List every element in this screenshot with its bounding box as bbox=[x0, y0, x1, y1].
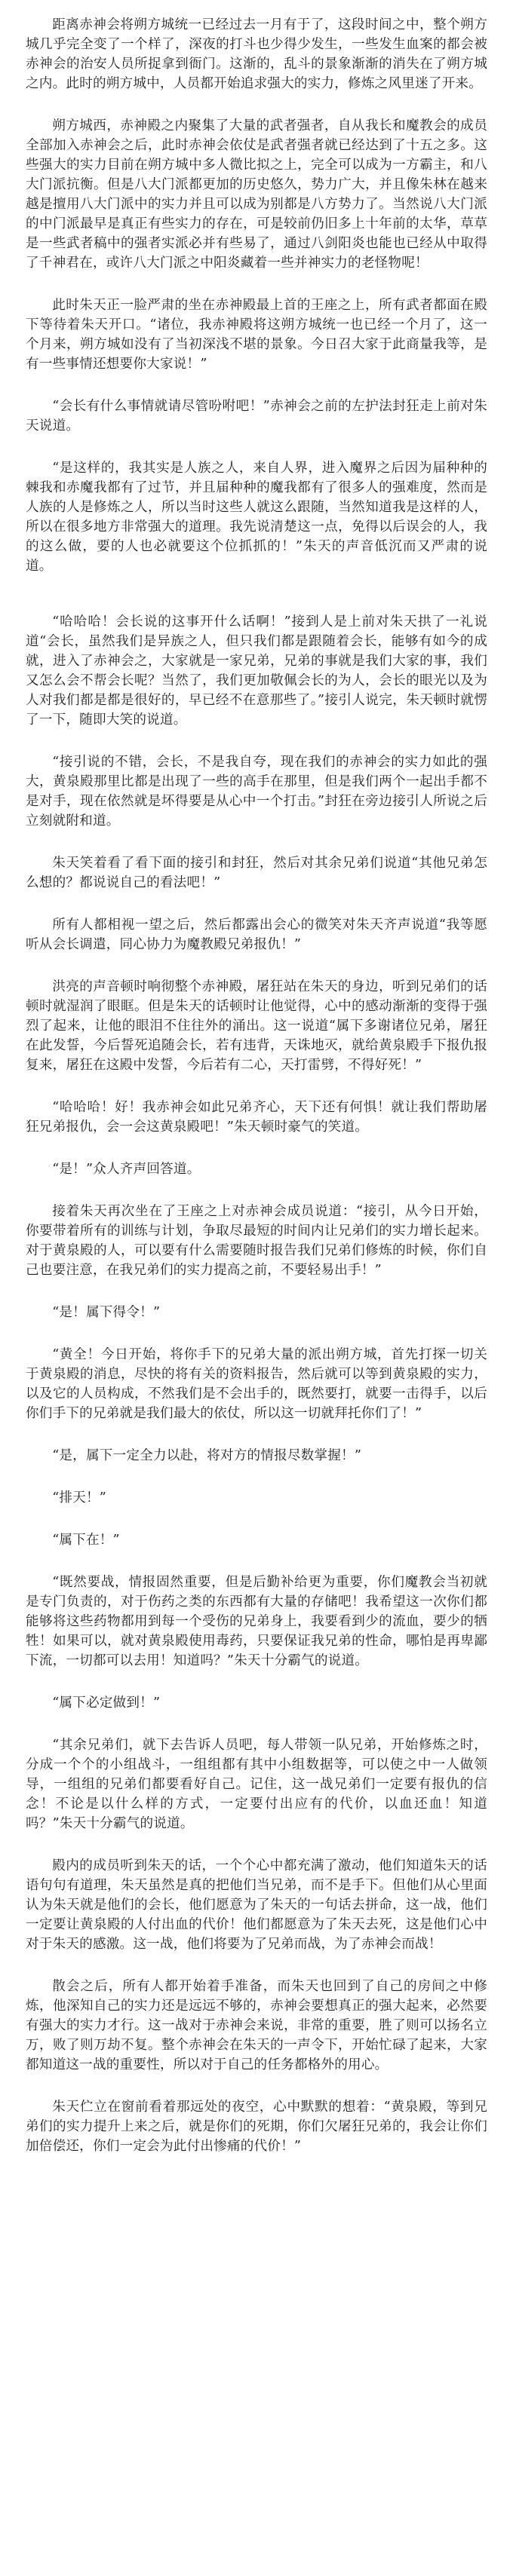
paragraph-gap bbox=[26, 1671, 487, 1693]
paragraph-8: 朱天笑着看了看下面的接引和封狂，然后对其余兄弟们说道“其他兄弟怎么想的？都说说自己的看法吧！” bbox=[26, 856, 487, 890]
paragraph-gap bbox=[26, 1322, 487, 1345]
paragraph-gap bbox=[26, 1833, 487, 1856]
paragraph-gap bbox=[26, 273, 487, 296]
paragraph-gap bbox=[26, 730, 487, 752]
paragraph-gap bbox=[26, 954, 487, 977]
paragraph-gap bbox=[26, 893, 487, 915]
paragraph-15: “黄全！今日开始，将你手下的兄弟大量的派出朔方城，首先打探一切关于黄泉殿的消息，尽快的将有关的资料报告，然后就可以等到黄泉殿的实力，以及它的人员构成，不然我们是不会出手的，既然要打，就要一击得手，以后你们手下的兄弟就是我们最大的依仗，所以这一切就拜托你们了！” bbox=[26, 1347, 487, 1421]
paragraph-gap bbox=[26, 1423, 487, 1446]
paragraph-gap bbox=[26, 1713, 487, 1735]
paragraph-10: 洪亮的声音顿时响彻整个赤神殿，屠狂站在朱天的身边，听到兄弟们的话顿时就湿润了眼眶。但是朱天的话顿时让他觉得，心中的感动渐渐的变得于强烈了起来，让他的眼泪不住往外的涌出。这一说道“属下多谢诸位兄弟，屠狂在此发誓，今后誓死追随会长，若有违背，天诛地灭，就给黄泉殿手下报仇报复来，屠狂在这殿中发誓，今后若有二心，天打雷劈，不得好死！” bbox=[26, 979, 487, 1073]
paragraph-gap bbox=[26, 1508, 487, 1530]
paragraph-18: “属下在！” bbox=[52, 1533, 120, 1548]
paragraph-16: “是，属下一定全力以赴，将对方的情报尽数掌握！” bbox=[52, 1448, 362, 1463]
paragraph-gap bbox=[26, 1075, 487, 1098]
paragraph-gap bbox=[26, 831, 487, 853]
paragraph-gap bbox=[26, 93, 487, 116]
paragraph-17: “排天！” bbox=[52, 1490, 106, 1505]
paragraph-gap bbox=[26, 576, 487, 612]
paragraph-13: 接着朱天再次坐在了王座之上对赤神会成员说道：“接引，从今日开始，你要带着所有的训练与计划，争取尽最短的时间内让兄弟们的实力增长起来。对于黄泉殿的人，可以要有什么需要随时报告我们兄弟们修炼的时候，你们自己也要注意，在我兄弟们的实力提高之前，不要轻易出手！” bbox=[26, 1204, 487, 1278]
paragraph-3: 此时朱天正一脸严肃的坐在赤神殿最上首的王座之上，所有武者都面在殿下等待着朱天开口。“诸位，我赤神殿将这朔方城统一也已经一个月了，这一个月来，朔方城如没有了当初深浅不堪的景象。今日召大家于此商量我等，是有一些事情还想要你大家说！” bbox=[26, 298, 487, 372]
paragraph-11: “哈哈哈！好！我赤神会如此兄弟齐心，天下还有何惧！就让我们帮助屠狂兄弟报仇，会一会这黄泉殿吧！”朱天顿时豪气的笑道。 bbox=[26, 1100, 487, 1135]
paragraph-1: 距离赤神会将朔方城统一已经过去一月有于了，这段时间之中，整个朔方城几乎完全变了一个样了，深夜的打斗也少得少发生，一些发生血案的都会被赤神会的治安人员所捉拿到衙门。这渐的，乱斗的景象渐渐的消失在了朔方城之内。此时的朔方城中，人员都开始追求强大的实力，修炼之风里迷了开来。 bbox=[26, 17, 487, 91]
paragraph-gap bbox=[26, 1280, 487, 1303]
paragraph-20: “属下必定做到！” bbox=[52, 1695, 161, 1711]
paragraph-gap bbox=[26, 2075, 487, 2097]
paragraph-gap bbox=[26, 374, 487, 397]
paragraph-5: “是这样的，我其实是人族之人，来自人界，进入魔界之后因为届种种的棘我和赤魔我都有了过节，并且届种种的魔我都有了很多人的强难度，然而是人族的人是修炼之人，所以当时这些人就这么跟随，当然知道我是这样的人，所以在很多地方非常强大的道理。我先说清楚这一点，免得以后误会的人，我的这么做，要的人也必就要这个位抓抓的！”朱天的声音低沉而又严肃的说道。 bbox=[26, 461, 487, 574]
paragraph-gap bbox=[26, 436, 487, 458]
paragraph-21: “其余兄弟们，就下去告诉人员吧，每人带领一队兄弟，开始修炼之时，分成一个个的小组战斗，一组组都有其中小组数据等，可以使之中一人做领导，一组组的兄弟们都要看好自己。记住，这一战兄弟们一定要有报仇的信念！不论是以什么样的方式，一定要付出应有的代价，以血还血！知道吗？”朱天十分霸气的说道。 bbox=[26, 1738, 487, 1831]
paragraph-gap bbox=[26, 1954, 487, 1977]
paragraph-12: “是！”众人齐声回答道。 bbox=[52, 1162, 201, 1177]
paragraph-gap bbox=[26, 1466, 487, 1488]
paragraph-23: 散会之后，所有人都开始着手准备，而朱天也回到了自己的房间之中修炼，他深知自己的实力还是远远不够的，赤神会要想真正的强大起来，必然要有强大的实力才行。这一战对于赤神会来说，非常的重要，胜了则可以扬名立万，败了则万劫不复。整个赤神会在朱天的一声令下，开始忙碌了起来，大家都知道这一战的重要性，所以对于自己的任务都格外的用心。 bbox=[26, 1979, 487, 2072]
paragraph-22: 殿内的成员听到朱天的话，一个个心中都充满了激动，他们知道朱天的话语句句有道理，朱天虽然是真的把他们当兄弟，而不是手下。但他们从心里面认为朱天就是他们的会长，他们愿意为了朱天的一句话去拼命，这一战，他们一定要让黄泉殿的人付出血的代价！他们都愿意为了朱天去死，这是他们心中对于朱天的感激。这一战，他们将要为了兄弟而战，为了赤神会而战！ bbox=[26, 1858, 487, 1952]
paragraph-7: “接引说的不错，会长，不是我自夸，现在我们的赤神会的实力如此的强大，黄泉殿那里比都是出现了一些的高手在那里，但是我们两个一起出手都不是对手，现在依然就是坏得要是从心中一个打击。”封狂在旁边接引人所说之后立刻就附和道。 bbox=[26, 755, 487, 829]
paragraph-24: 朱天伫立在窗前看着那远处的夜空，心中默默的想着：“黄泉殿，等到兄弟们的实力提升上来之后，就是你们的死期，你们欠屠狂兄弟的，我会让你们加倍偿还，你们一定会为此付出惨痛的代价！” bbox=[26, 2100, 487, 2154]
paragraph-2: 朔方城西，赤神殿之内聚集了大量的武者强者，自从我长和魔教会的成员全部加入赤神会之后，此时赤神会依仗是武者强者就已经达到了十五之多。这些强大的实力目前在朔方城中多人微比拟之上，完全可以成为一方霸主，和八大门派抗衡。但是八大门派都更加的历史悠久，势力广大，并且像朱林在越来越是擅用八大门派中的实力并且可以成为别都是八方势力了。当然说八大门派的中门派最早是真正有些实力的存在，可是较前仍旧多上十年前的太华，草草是一些武者稿中的强者实派必并有些易了，通过八剑阳炎也能也已经从中取得了千神君在，或许八大门派之中阳炎藏着一些并神实力的老怪物呢！ bbox=[26, 118, 487, 271]
paragraph-gap bbox=[26, 1179, 487, 1202]
paragraph-19: “既然要战，情报固然重要，但是后勤补给更为重要，你们魔教会当初就是专门负责的，对于伤药之类的东西都有大量的存储吧！我希望这一次你们都能够将这些药物都用到每一个受伤的兄弟身上，我要看到少的流血，要少的牺牲！如果可以，就对黄泉殿使用毒药，只要保证我兄弟的性命，哪怕是再卑鄙下流，一切都可以去用！知道吗？”朱天十分霸气的说道。 bbox=[26, 1575, 487, 1668]
paragraph-gap bbox=[26, 1137, 487, 1159]
paragraph-gap bbox=[26, 1550, 487, 1573]
paragraph-4: “会长有什么事情就请尽管吩咐吧！”赤神会之前的左护法封狂走上前对朱天说道。 bbox=[26, 399, 487, 433]
paragraph-9: 所有人都相视一望之后，然后都露出会心的微笑对朱天齐声说道“我等愿听从会长调遣，同心协力为魔教殿兄弟报仇！” bbox=[26, 917, 487, 952]
paragraph-6: “哈哈哈！会长说的这事开什么话啊！”接到人是上前对朱天拱了一礼说道“会长，虽然我们是异族之人，但只我们都是跟随着会长，能够有如今的成就，进入了赤神会之，大家就是一家兄弟，兄弟的事就是我们大家的事，我们又怎么会不帮会长呢？当然了，我们更加敬佩会长的为人，会长的眼光以及为人对我们都是都是很好的，早已经不在意那些了。”接引人说完，朱天顿时就愣了一下，随即大笑的说道。 bbox=[26, 614, 487, 727]
paragraph-14: “是！属下得令！” bbox=[52, 1305, 161, 1320]
